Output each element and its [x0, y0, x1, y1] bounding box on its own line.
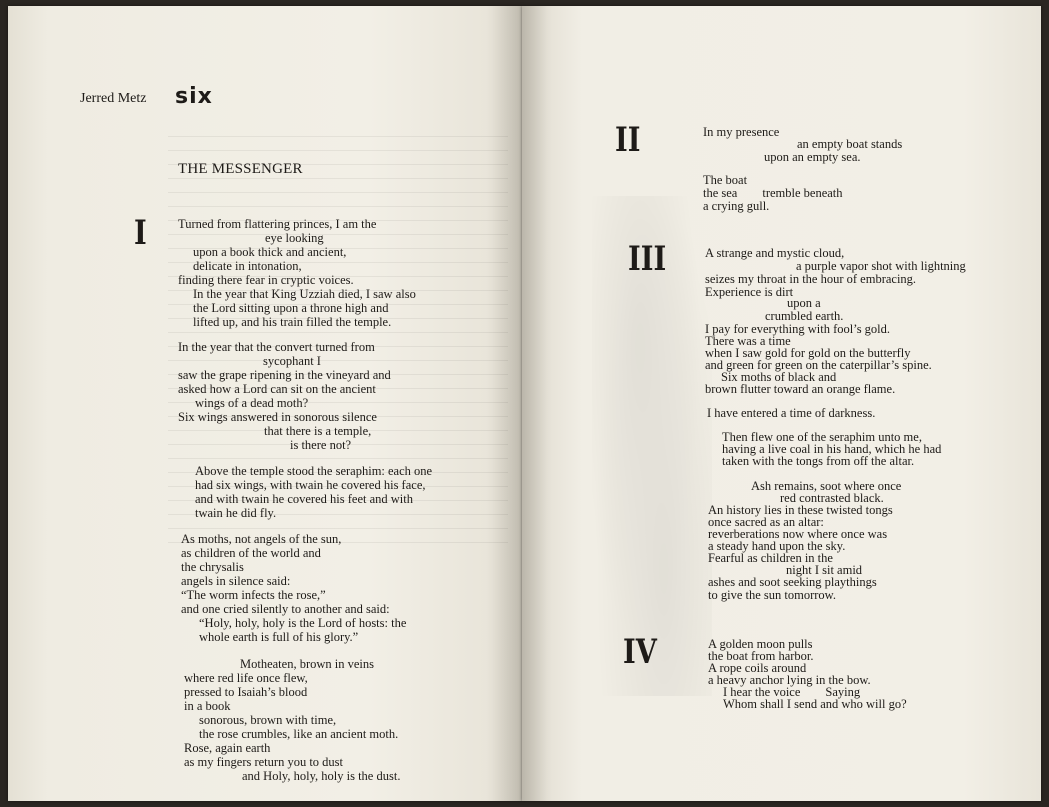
poem-line: Six moths of black and [721, 370, 837, 384]
poem-line: A rope coils around [708, 661, 807, 675]
left-page [8, 6, 522, 801]
poem-line: Whom shall I send and who will go? [723, 697, 907, 711]
poem-line: Ash remains, soot where once [751, 479, 902, 493]
poem-line: The boat [703, 173, 748, 187]
poem-line: lifted up, and his train filled the temple. [193, 315, 392, 329]
poem-line: a purple vapor shot with lightning [796, 259, 966, 273]
poem-line: as my fingers return you to dust [184, 755, 344, 769]
poem-line: night I sit amid [786, 563, 863, 577]
poem-line: the boat from harbor. [708, 649, 814, 663]
poem-line: “Holy, holy, holy is the Lord of hosts: the [199, 616, 407, 630]
poem-line: seizes my throat in the hour of embracing. [705, 272, 917, 286]
poem-line: A golden moon pulls [708, 637, 813, 651]
poem-line: upon an empty sea. [764, 150, 861, 164]
poem-line: is there not? [290, 438, 352, 452]
poem-line: taken with the tongs from off the altar. [722, 454, 915, 468]
poem-line: Experience is dirt [705, 285, 794, 299]
poem-line: I pay for everything with fool’s gold. [705, 322, 891, 336]
poem-line: ashes and soot seeking playthings [708, 575, 877, 589]
poem-line: upon a [787, 296, 821, 310]
poem-line: and with twain he covered his feet and with [195, 492, 413, 506]
poem-line: the chrysalis [181, 560, 244, 574]
section-numeral-iv: IV [623, 632, 657, 672]
poem-line: eye looking [265, 231, 324, 245]
right-page [522, 6, 1041, 801]
poem-title: THE MESSENGER [178, 161, 303, 177]
poem-line: There was a time [705, 334, 791, 348]
poem-line: a steady hand upon the sky. [708, 539, 846, 553]
poem-line: angels in silence said: [181, 574, 291, 588]
poem-line: Six wings answered in sonorous silence [178, 410, 377, 424]
poem-line: sonorous, brown with time, [199, 713, 337, 727]
poem-line: a crying gull. [703, 199, 770, 213]
poem-line: twain he did fly. [195, 506, 277, 520]
poem-line: wings of a dead moth? [195, 396, 309, 410]
poem-line: in a book [184, 699, 231, 713]
poem-line: saw the grape ripening in the vineyard and [178, 368, 391, 382]
poem-line: to give the sun tomorrow. [708, 588, 836, 602]
poem-line: the sea tremble beneath [703, 186, 843, 200]
poem-line: sycophant I [263, 354, 321, 368]
poem-line: a heavy anchor lying in the bow. [708, 673, 871, 687]
poem-line: I hear the voice Saying [723, 685, 861, 699]
poem-line: I have entered a time of darkness. [707, 406, 876, 420]
gutter-shadow-left [492, 6, 522, 801]
author-name: Jerred Metz [80, 91, 147, 106]
poem-line: and one cried silently to another and said: [181, 602, 390, 616]
poem-line: having a live coal in his hand, which he had [722, 442, 942, 456]
poem-line: Fearful as children in the [708, 551, 833, 565]
poem-line: and Holy, holy, holy is the dust. [242, 769, 401, 783]
poem-line: delicate in intonation, [193, 259, 302, 273]
chapter-heading: six [175, 84, 213, 109]
poem-line: and green for green on the caterpillar’s spine. [705, 358, 932, 372]
poem-line: as children of the world and [181, 546, 321, 560]
poem-line: Then flew one of the seraphim unto me, [722, 430, 922, 444]
poem-line: In my presence [703, 125, 780, 139]
section-numeral-iii: III [628, 239, 667, 279]
poem-line: once sacred as an altar: [708, 515, 824, 529]
poem-line: when I saw gold for gold on the butterfly [705, 346, 911, 360]
poem-line: “The worm infects the rose,” [181, 588, 326, 602]
poem-line: Above the temple stood the seraphim: each one [195, 464, 433, 478]
gutter-shadow-right [522, 6, 552, 801]
poem-line: asked how a Lord can sit on the ancient [178, 382, 376, 396]
poem-line: crumbled earth. [765, 309, 844, 323]
poem-line: reverberations now where once was [708, 527, 888, 541]
poem-line: Motheaten, brown in veins [240, 657, 375, 671]
poem-line: In the year that King Uzziah died, I saw also [193, 287, 416, 301]
poem-line: Rose, again earth [184, 741, 271, 755]
poem-line: An history lies in these twisted tongs [708, 503, 893, 517]
poem-line: the Lord sitting upon a throne high and [193, 301, 389, 315]
poem-line: As moths, not angels of the sun, [181, 532, 342, 546]
poem-line: Turned from flattering princes, I am the [178, 217, 377, 231]
poem-line: where red life once flew, [184, 671, 308, 685]
poem-line: red contrasted black. [780, 491, 884, 505]
poem-line: upon a book thick and ancient, [193, 245, 347, 259]
poem-line: an empty boat stands [797, 137, 903, 151]
poem-line: had six wings, with twain he covered his face, [195, 478, 426, 492]
poem-line: brown flutter toward an orange flame. [705, 382, 896, 396]
section-numeral-i: I [134, 213, 147, 253]
poem-line: finding there fear in cryptic voices. [178, 273, 354, 287]
poem-line: A strange and mystic cloud, [705, 246, 845, 260]
poem-line: pressed to Isaiah’s blood [184, 685, 308, 699]
section-numeral-ii: II [615, 120, 641, 160]
poem-line: that there is a temple, [264, 424, 372, 438]
poem-line: the rose crumbles, like an ancient moth. [199, 727, 399, 741]
poem-line: In the year that the convert turned from [178, 340, 375, 354]
poem-line: whole earth is full of his glory.” [199, 630, 359, 644]
